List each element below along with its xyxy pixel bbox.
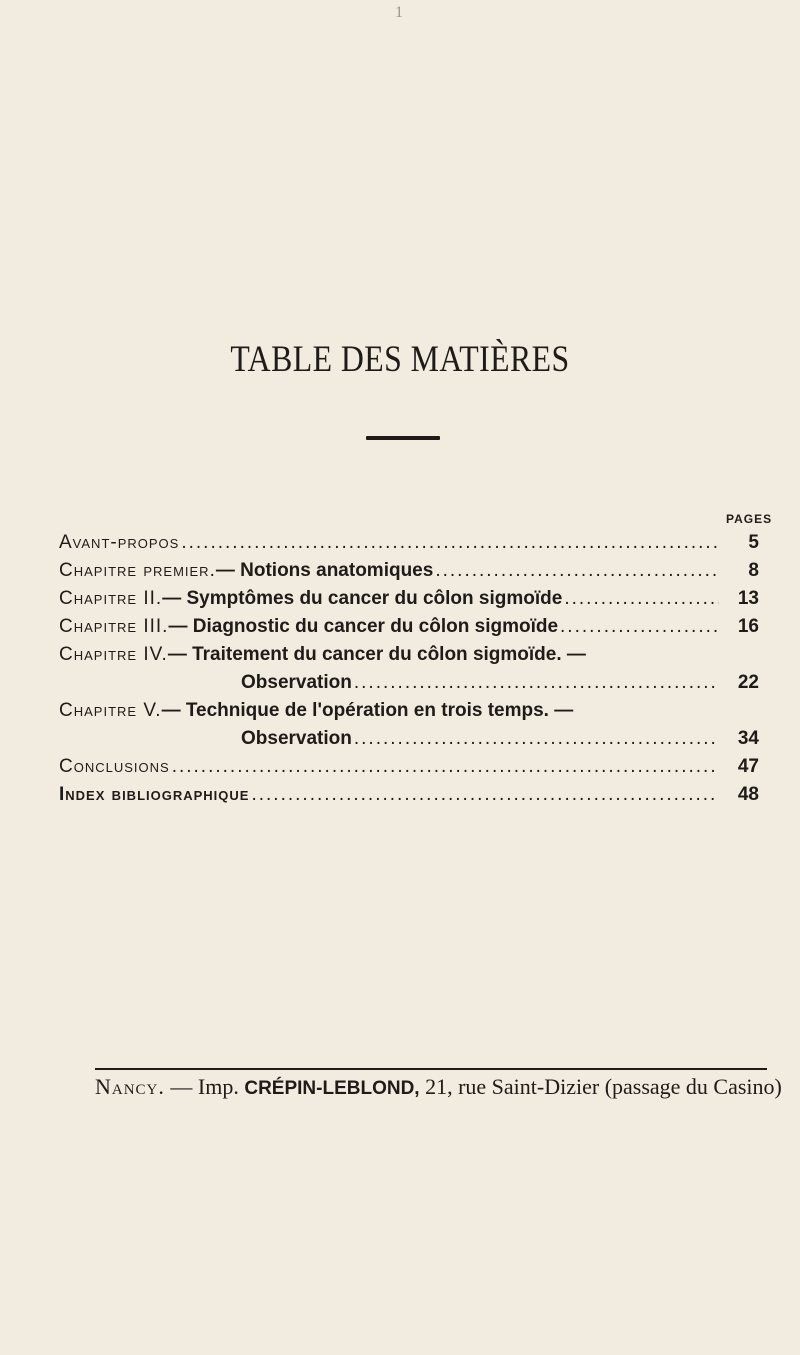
dot-leader — [251, 784, 719, 806]
toc-text: — Technique de l'opération en trois temps. — — [161, 700, 574, 721]
toc-text: Observation — [241, 672, 352, 693]
table-of-contents — [59, 532, 759, 812]
toc-entry-avant-propos[interactable] — [59, 532, 759, 560]
toc-page-number: 47 — [737, 756, 759, 777]
toc-page-number: 8 — [748, 560, 759, 581]
toc-page-number: 5 — [748, 532, 759, 553]
toc-entry-chapitre-2[interactable] — [59, 588, 759, 616]
imprint-printer: CRÉPIN-LEBLOND, — [244, 1078, 420, 1099]
title-rule — [366, 436, 440, 440]
dot-leader — [435, 560, 719, 582]
toc-page-number: 16 — [737, 616, 759, 637]
toc-text: Observation — [241, 728, 352, 749]
toc-entry-chapitre-3[interactable] — [59, 616, 759, 644]
pages-column-label: PAGES — [726, 512, 773, 526]
toc-label: Chapitre premier. — [59, 560, 216, 581]
toc-page-number: 34 — [737, 728, 759, 749]
dot-leader — [172, 756, 719, 778]
toc-label: Chapitre V. — [59, 700, 162, 721]
page-title: TABLE DES MATIÈRES — [230, 339, 570, 380]
toc-label: Chapitre III. — [59, 616, 169, 637]
toc-label: Index bibliographique — [59, 784, 250, 805]
toc-text: — Diagnostic du cancer du côlon sigmoïde — [168, 616, 559, 637]
toc-text: — Notions anatomiques — [215, 560, 434, 581]
toc-page-number: 48 — [737, 784, 759, 805]
printer-imprint — [95, 1074, 782, 1100]
toc-entry-chapitre-5[interactable] — [59, 700, 759, 728]
toc-entry-chapitre-4-observation[interactable] — [59, 672, 759, 700]
toc-text: — Traitement du cancer du côlon sigmoïde. — — [167, 644, 586, 665]
footer-rule — [95, 1068, 767, 1070]
toc-page-number: 22 — [737, 672, 759, 693]
toc-entry-conclusions[interactable] — [59, 756, 759, 784]
toc-entry-chapitre-1[interactable] — [59, 560, 759, 588]
toc-label: Chapitre IV. — [59, 644, 168, 665]
dot-leader — [181, 532, 719, 554]
dot-leader — [560, 616, 719, 638]
toc-entry-chapitre-5-observation[interactable] — [59, 728, 759, 756]
imprint-imp: — Imp. — [164, 1074, 245, 1099]
toc-label: Conclusions — [59, 756, 170, 777]
toc-entry-chapitre-4[interactable] — [59, 644, 759, 672]
dot-leader — [354, 728, 719, 750]
page-mark: 1 — [395, 4, 403, 21]
toc-text: — Symptômes du cancer du côlon sigmoïde — [162, 588, 563, 609]
dot-leader — [564, 588, 719, 610]
toc-label: Avant-propos — [59, 532, 180, 553]
toc-entry-index[interactable] — [59, 784, 759, 812]
toc-label: Chapitre II. — [59, 588, 163, 609]
imprint-city: Nancy. — [95, 1074, 165, 1099]
toc-page-number: 13 — [737, 588, 759, 609]
dot-leader — [354, 672, 719, 694]
imprint-address: 21, rue Saint-Dizier (passage du Casino) — [419, 1074, 782, 1099]
